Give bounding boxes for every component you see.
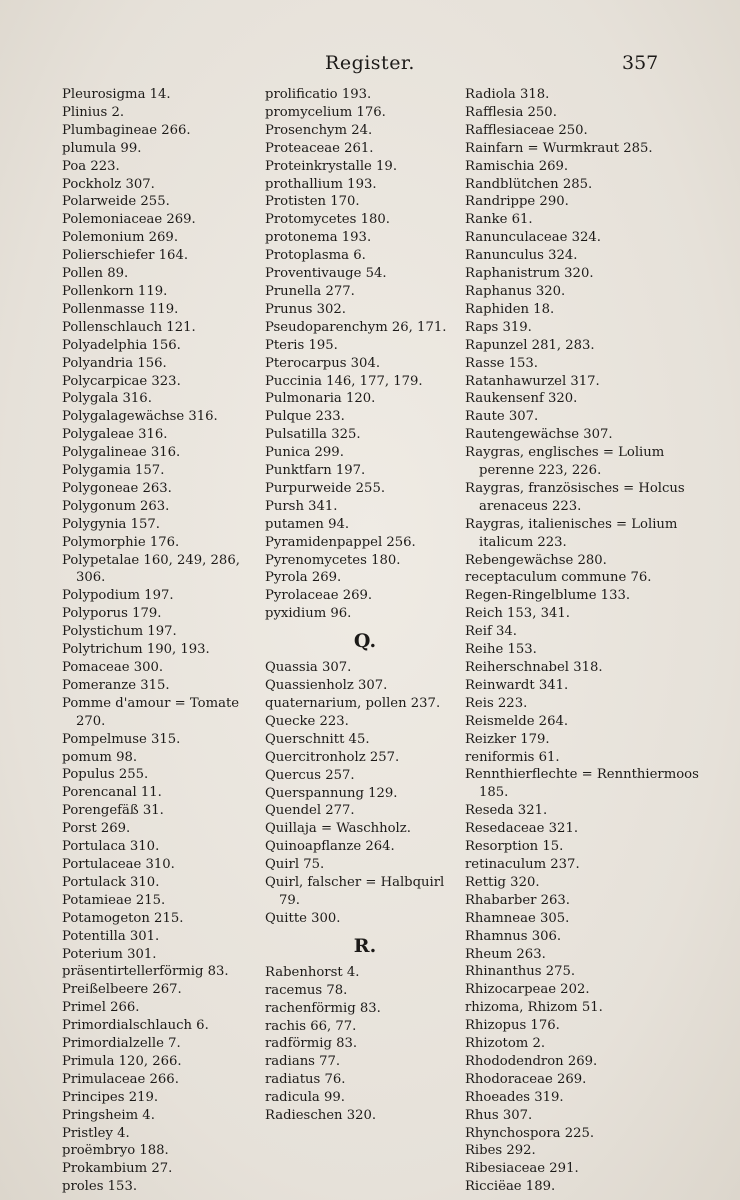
index-entry: Pleurosigma 14. (62, 87, 171, 102)
index-entry: Pyramidenpappel 256. (265, 534, 416, 550)
index-entry: Punktfarn 197. (265, 463, 366, 479)
index-entry: Polyadelphia 156. (62, 337, 181, 353)
index-entry: Polygaleae 316. (62, 427, 168, 443)
index-entry: Quassienholz 307. (265, 678, 388, 694)
index-entry: Polierschiefer 164. (62, 248, 189, 264)
index-entry: Pulque 233. (265, 409, 345, 425)
index-entry: Preißelbeere 267. (62, 982, 182, 998)
index-entry: Quercus 257. (265, 767, 355, 783)
index-entry: rhizoma, Rhizom 51. (465, 1000, 603, 1016)
index-entry: Reich 153, 341. (465, 606, 570, 622)
index-entry: Pomaceae 300. (62, 660, 164, 675)
index-entry: Pomeranze 315. (62, 677, 170, 693)
index-entry: Pyrolaceae 269. (265, 588, 373, 604)
index-entry: Raphanus 320. (465, 283, 566, 299)
index-entry: Ribes 292. (465, 1143, 536, 1159)
index-entry: Potentilla 301. (62, 928, 160, 944)
index-entry: plumula 99. (62, 140, 142, 156)
index-entry: Pursh 341. (265, 498, 338, 514)
index-entry: reniformis 61. (465, 749, 560, 765)
index-entry: Rheum 263. (465, 946, 546, 962)
index-entry: Quendel 277. (265, 803, 355, 819)
index-entry: protonema 193. (265, 230, 372, 246)
index-entry: Prosenchym 24. (265, 122, 373, 138)
index-entry: Polycarpicae 323. (62, 373, 181, 389)
index-entry: Pyrola 269. (265, 570, 342, 586)
index-entry: Portulack 310. (62, 874, 160, 890)
index-entry: Raygras, französisches = Holcus arenaceus 223. (465, 480, 685, 514)
index-entry: Polyporus 179. (62, 606, 162, 622)
index-entry: Ribesiaceae 291. (465, 1161, 579, 1177)
index-entry: Pulmonaria 120. (265, 391, 376, 407)
index-entry: Quinoapflanze 264. (265, 839, 395, 855)
index-entry: Polygonum 263. (62, 498, 170, 514)
index-entry: Primordialzelle 7. (62, 1036, 181, 1052)
index-entry: Polytrichum 190, 193. (62, 642, 210, 658)
index-entry: Rautengewächse 307. (465, 427, 613, 443)
index-entry: prolificatio 193. (265, 87, 372, 102)
index-entry: Randrippe 290. (465, 194, 569, 210)
index-entry: putamen 94. (265, 516, 350, 532)
index-entry: proles 153. (62, 1179, 138, 1195)
index-entry: Pockholz 307. (62, 176, 155, 192)
index-entry: Poa 223. (62, 158, 120, 174)
index-entry: Protoplasma 6. (265, 248, 366, 264)
section-letter-q: Q. (353, 630, 377, 653)
index-entry: Rhamnus 306. (465, 928, 562, 944)
index-entry: radians 77. (265, 1054, 341, 1070)
index-entry: Protomycetes 180. (265, 212, 390, 228)
entry-list (265, 659, 465, 928)
index-entry: Pterocarpus 304. (265, 355, 381, 371)
index-entry: Reiherschnabel 318. (465, 660, 603, 675)
index-entry: rachis 66, 77. (265, 1018, 357, 1034)
index-entry: Pyrenomycetes 180. (265, 552, 401, 568)
index-entry: pyxidium 96. (265, 606, 352, 622)
page-header-title: Register. (325, 52, 415, 74)
index-entry: Porencanal 11. (62, 785, 162, 801)
index-entry: Rafflesia 250. (465, 104, 557, 120)
index-entry: radicula 99. (265, 1090, 345, 1106)
index-entry: Proteinkrystalle 19. (265, 158, 398, 174)
index-entry: Regen-Ringelblume 133. (465, 588, 631, 604)
index-entry: Pompelmuse 315. (62, 731, 181, 747)
index-entry: präsentirtellerförmig 83. (62, 964, 229, 980)
index-entry: Portulaceae 310. (62, 856, 175, 872)
index-entry: Raygras, italienisches = Lolium italicum 223. (465, 516, 678, 550)
index-column-2 (265, 86, 465, 1125)
index-entry: Pollen 89. (62, 266, 129, 282)
index-entry: rachenförmig 83. (265, 1000, 381, 1016)
index-entry: Ranunculaceae 324. (465, 230, 601, 246)
index-entry: Rettig 320. (465, 874, 540, 890)
index-entry: Ranke 61. (465, 212, 533, 228)
page-number: 357 (622, 52, 659, 74)
index-entry: Prunus 302. (265, 301, 346, 317)
index-entry: Radieschen 320. (265, 1108, 377, 1124)
index-entry: Quecke 223. (265, 713, 349, 729)
index-entry: Protisten 170. (265, 194, 360, 210)
entry-list (265, 86, 465, 623)
index-entry: Rainfarn = Wurmkraut 285. (465, 140, 653, 156)
index-entry: racemus 78. (265, 982, 348, 998)
index-entry: Rhizocarpeae 202. (465, 982, 590, 998)
index-entry: Prokambium 27. (62, 1161, 173, 1177)
index-entry: Raygras, englisches = Lolium perenne 223, 226. (465, 445, 665, 479)
index-entry: Querspannung 129. (265, 785, 398, 801)
index-entry: Rhynchospora 225. (465, 1125, 595, 1141)
index-entry: Potamogeton 215. (62, 910, 184, 926)
index-entry: Punica 299. (265, 445, 344, 461)
index-entry: Polypetalae 160, 249, 286, 306. (62, 552, 240, 586)
index-entry: Radiola 318. (465, 87, 550, 102)
index-entry: Polygalagewächse 316. (62, 409, 218, 425)
index-entry: Ricciëae 189. (465, 1179, 556, 1195)
index-entry: Raphiden 18. (465, 301, 555, 317)
index-entry: Purpurweide 255. (265, 480, 386, 496)
index-entry: Proteaceae 261. (265, 140, 374, 156)
index-entry: Puccinia 146, 177, 179. (265, 373, 423, 389)
index-entry: Polemoniaceae 269. (62, 212, 196, 228)
index-entry: Quirl 75. (265, 857, 325, 873)
index-entry: Rabenhorst 4. (265, 964, 360, 980)
index-entry: Polystichum 197. (62, 624, 177, 640)
index-entry: Principes 219. (62, 1089, 159, 1105)
index-entry: Ramischia 269. (465, 158, 569, 174)
entry-list (465, 86, 705, 1196)
index-entry: Pollenkorn 119. (62, 283, 168, 299)
index-entry: Rennthierflechte = Rennthiermoos 185. (465, 767, 699, 801)
entry-list (62, 86, 260, 1196)
index-entry: receptaculum commune 76. (465, 570, 652, 586)
index-entry: Rebengewächse 280. (465, 552, 607, 568)
index-entry: Reseda 321. (465, 803, 548, 819)
index-entry: Polygamia 157. (62, 463, 165, 479)
index-entry: Ranunculus 324. (465, 248, 578, 264)
index-entry: Pulsatilla 325. (265, 427, 361, 443)
index-entry: Quercitronholz 257. (265, 749, 400, 765)
index-entry: Polemonium 269. (62, 230, 179, 246)
index-entry: Resorption 15. (465, 839, 564, 855)
index-entry: Polymorphie 176. (62, 534, 180, 550)
index-entry: retinaculum 237. (465, 856, 580, 872)
index-entry: Pringsheim 4. (62, 1107, 155, 1123)
section-letter-r: R. (353, 934, 377, 957)
index-entry: Rafflesiaceae 250. (465, 122, 588, 138)
index-entry: Rhododendron 269. (465, 1053, 598, 1069)
index-entry: Randblütchen 285. (465, 176, 593, 192)
index-entry: prothallium 193. (265, 176, 377, 192)
index-entry: Porst 269. (62, 821, 131, 837)
index-entry: Raute 307. (465, 409, 539, 425)
index-entry: Polygoneae 263. (62, 480, 172, 496)
index-entry: Polygalineae 316. (62, 445, 181, 461)
index-entry: Polypodium 197. (62, 588, 174, 604)
index-entry: Primel 266. (62, 1000, 140, 1016)
index-entry: Plinius 2. (62, 104, 125, 120)
entry-list (265, 964, 465, 1125)
index-entry: Reinwardt 341. (465, 677, 569, 693)
index-entry: Quirl, falscher = Halbquirl 79. (265, 875, 445, 908)
index-entry: Polarweide 255. (62, 194, 170, 210)
index-entry: Rhodoraceae 269. (465, 1071, 587, 1087)
index-entry: Rhinanthus 275. (465, 964, 576, 980)
index-entry: Resedaceae 321. (465, 821, 579, 837)
index-entry: Pseudoparenchym 26, 171. (265, 319, 447, 335)
index-entry: Reis 223. (465, 695, 528, 711)
index-entry: Rapunzel 281, 283. (465, 337, 595, 353)
index-entry: Rhus 307. (465, 1107, 533, 1123)
index-entry: Primula 120, 266. (62, 1053, 182, 1069)
index-entry: Rhamneae 305. (465, 910, 570, 926)
index-entry: Populus 255. (62, 767, 149, 783)
index-entry: Raukensenf 320. (465, 391, 578, 407)
index-entry: Porengefäß 31. (62, 803, 164, 819)
index-entry: Rhizotom 2. (465, 1036, 546, 1052)
index-entry: Proventivauge 54. (265, 266, 387, 282)
index-entry: Reizker 179. (465, 731, 550, 747)
index-entry: Pollenschlauch 121. (62, 319, 196, 335)
index-entry: Pollenmasse 119. (62, 301, 179, 317)
index-entry: Polyandria 156. (62, 355, 167, 371)
index-entry: Querschnitt 45. (265, 731, 370, 747)
index-entry: Primulaceae 266. (62, 1071, 179, 1087)
index-entry: Primordialschlauch 6. (62, 1018, 209, 1034)
index-entry: radförmig 83. (265, 1036, 358, 1052)
index-column-3 (465, 86, 705, 1196)
index-entry: Raphanistrum 320. (465, 266, 594, 282)
index-entry: Reismelde 264. (465, 713, 569, 729)
index-entry: Poterium 301. (62, 946, 157, 962)
index-entry: radiatus 76. (265, 1072, 346, 1088)
index-entry: Reihe 153. (465, 642, 537, 658)
index-entry: Polygynia 157. (62, 516, 160, 532)
index-entry: pomum 98. (62, 749, 138, 765)
index-entry: Pristley 4. (62, 1125, 130, 1141)
index-entry: Potamieae 215. (62, 892, 166, 908)
index-entry: Rhizopus 176. (465, 1018, 560, 1034)
index-column-1 (62, 86, 260, 1196)
index-entry: Rasse 153. (465, 355, 538, 371)
index-entry: Pteris 195. (265, 337, 338, 353)
index-entry: proëmbryo 188. (62, 1143, 169, 1159)
index-entry: Pomme d'amour = Tomate 270. (62, 695, 240, 729)
index-entry: Plumbagineae 266. (62, 122, 191, 138)
index-entry: Prunella 277. (265, 283, 355, 299)
index-entry: Reif 34. (465, 624, 517, 640)
index-entry: Rhoeades 319. (465, 1089, 564, 1105)
index-entry: Ratanhawurzel 317. (465, 373, 600, 389)
index-entry: Polygala 316. (62, 391, 152, 407)
index-entry: Quillaja = Waschholz. (265, 821, 411, 837)
index-entry: Rhabarber 263. (465, 892, 570, 908)
index-entry: quaternarium, pollen 237. (265, 696, 441, 711)
index-entry: Quassia 307. (265, 660, 352, 676)
index-entry: promycelium 176. (265, 104, 386, 120)
index-entry: Quitte 300. (265, 910, 341, 926)
index-entry: Portulaca 310. (62, 839, 160, 855)
index-entry: Raps 319. (465, 319, 532, 335)
